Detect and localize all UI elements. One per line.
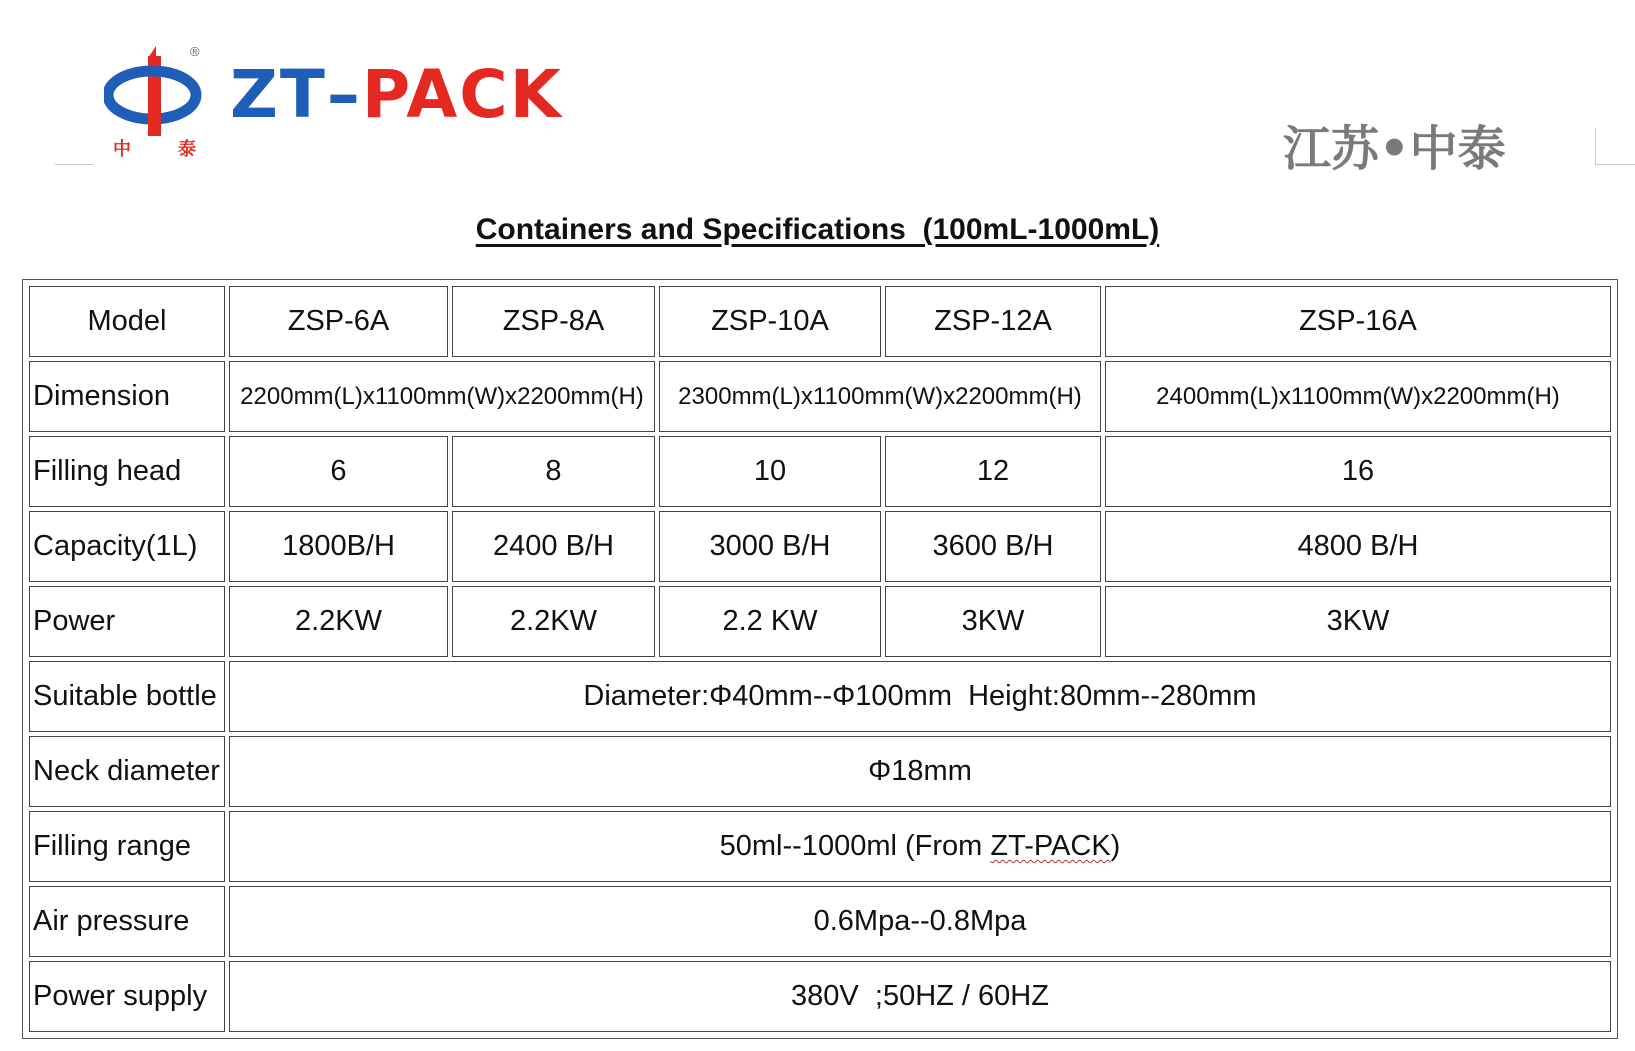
row-label-filling-head: Filling head: [29, 436, 225, 507]
filling-range-cell: [229, 811, 1611, 882]
neck-diameter-cell: Φ18mm: [229, 736, 1611, 807]
table-row-suitable-bottle: [29, 661, 1611, 732]
row-label-model: Model: [29, 286, 225, 357]
model-cell: ZSP-8A: [452, 286, 655, 357]
crop-mark-right-vertical: [1595, 128, 1596, 164]
row-label-capacity: Capacity(1L): [29, 511, 225, 582]
capacity-cell: 2400 B/H: [452, 511, 655, 582]
table-row-model: [29, 286, 1611, 357]
power-cell: 3KW: [1105, 586, 1611, 657]
power-cell: 3KW: [885, 586, 1101, 657]
row-label-filling-range: Filling range: [29, 811, 225, 882]
capacity-cell: 4800 B/H: [1105, 511, 1611, 582]
table-row-power-supply: [29, 961, 1611, 1032]
air-pressure-cell: 0.6Mpa--0.8Mpa: [229, 886, 1611, 957]
suitable-bottle-cell: Diameter:Φ40mm--Φ100mm Height:80mm--280mm: [229, 661, 1611, 732]
filling-head-cell: 10: [659, 436, 881, 507]
power-cell: 2.2KW: [229, 586, 448, 657]
model-cell: ZSP-16A: [1105, 286, 1611, 357]
filling-range-suffix: ): [1110, 830, 1121, 862]
company-chinese-name: 江苏•中泰: [1283, 121, 1506, 177]
dimension-cell: 2300mm(L)x1100mm(W)x2200mm(H): [659, 361, 1101, 432]
row-label-suitable-bottle: Suitable bottle: [29, 661, 225, 732]
dimension-cell: 2200mm(L)x1100mm(W)x2200mm(H): [229, 361, 655, 432]
document-header: [0, 0, 1635, 200]
filling-head-cell: 16: [1105, 436, 1611, 507]
table-row-air-pressure: [29, 886, 1611, 957]
brand-wordmark-zt: ZT–: [230, 56, 362, 133]
table-row-neck-diameter: [29, 736, 1611, 807]
table-row-filling-head: [29, 436, 1611, 507]
crop-mark-right-horizontal: [1595, 164, 1635, 165]
brand-wordmark: [230, 56, 563, 133]
capacity-cell: 3000 B/H: [659, 511, 881, 582]
dimension-cell: 2400mm(L)x1100mm(W)x2200mm(H): [1105, 361, 1611, 432]
table-row-filling-range: [29, 811, 1611, 882]
power-cell: 2.2 KW: [659, 586, 881, 657]
power-cell: 2.2KW: [452, 586, 655, 657]
table-row-dimension: [29, 361, 1611, 432]
capacity-cell: 3600 B/H: [885, 511, 1101, 582]
row-label-power-supply: Power supply: [29, 961, 225, 1032]
document-title: Containers and Specifications (100mL-1000mL): [475, 213, 1160, 246]
spec-table-frame: [22, 279, 1618, 1039]
spec-table: [25, 282, 1615, 1036]
row-label-air-pressure: Air pressure: [29, 886, 225, 957]
brand-wordmark-pack: PACK: [361, 56, 563, 133]
logo-char-tai: 泰: [178, 139, 196, 160]
capacity-cell: 1800B/H: [229, 511, 448, 582]
filling-range-brand: ZT-PACK: [990, 830, 1111, 862]
power-supply-cell: 380V ;50HZ / 60HZ: [229, 961, 1611, 1032]
filling-range-prefix: 50ml--1000ml (From: [719, 830, 991, 862]
row-label-neck-diameter: Neck diameter: [29, 736, 225, 807]
filling-head-cell: 8: [452, 436, 655, 507]
crop-mark-left: [55, 164, 93, 165]
model-cell: ZSP-10A: [659, 286, 881, 357]
table-row-power: [29, 586, 1611, 657]
model-cell: ZSP-12A: [885, 286, 1101, 357]
table-row-capacity: [29, 511, 1611, 582]
filling-head-cell: 6: [229, 436, 448, 507]
model-cell: ZSP-6A: [229, 286, 448, 357]
registered-mark: ®: [190, 44, 200, 59]
filling-head-cell: 12: [885, 436, 1101, 507]
row-label-power: Power: [29, 586, 225, 657]
logo-char-zhong: 中: [113, 139, 131, 160]
row-label-dimension: Dimension: [29, 361, 225, 432]
